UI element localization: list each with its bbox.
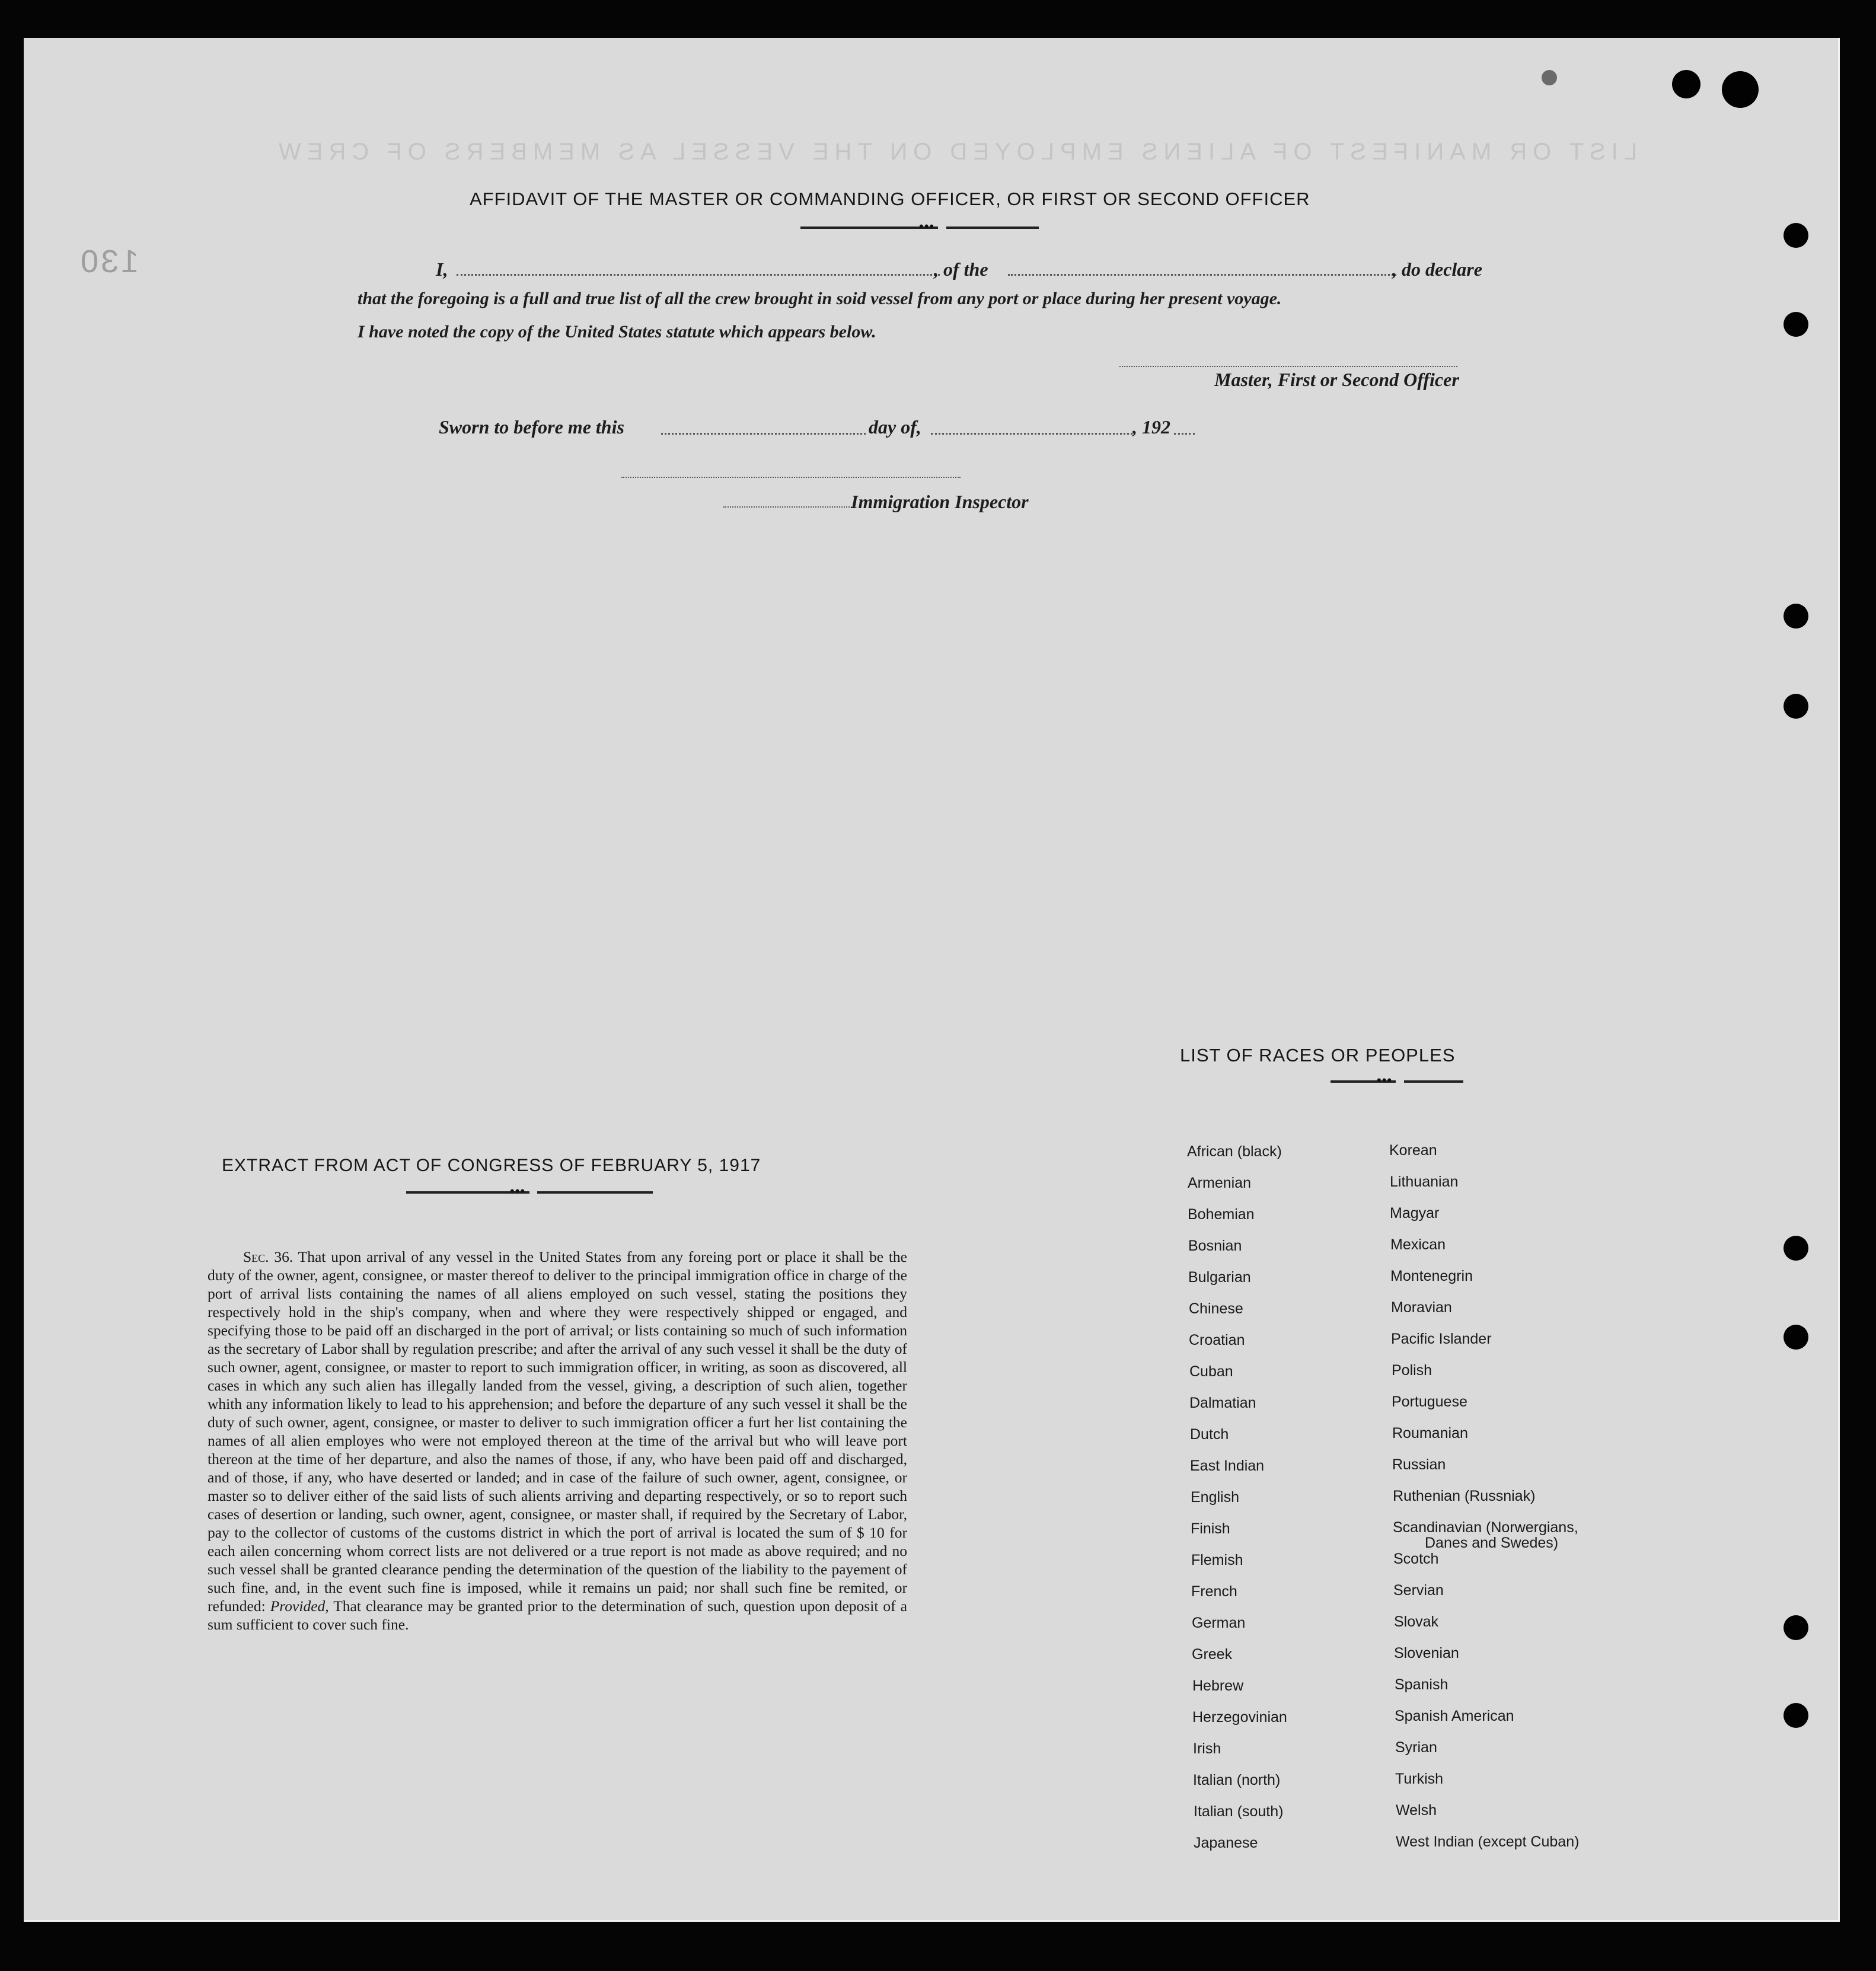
binder-hole xyxy=(1784,694,1808,719)
race-item: Scandinavian (Norwergians, xyxy=(1393,1519,1578,1536)
race-item: Russian xyxy=(1392,1456,1446,1473)
affidavit-title-rule-right xyxy=(946,227,1039,229)
race-item: East Indian xyxy=(1190,1457,1265,1474)
race-item: Spanish American xyxy=(1395,1708,1514,1724)
affidavit-title: AFFIDAVIT OF THE MASTER OR COMMANDING OFFICER, OR FIRST OR SECOND OFFICER xyxy=(470,189,1310,209)
extract-title: EXTRACT FROM ACT OF CONGRESS OF FEBRUARY 5, 1917 xyxy=(222,1156,761,1175)
race-item: Italian (north) xyxy=(1193,1772,1281,1788)
race-item: French xyxy=(1191,1583,1237,1600)
statute-text xyxy=(208,1248,907,1634)
sworn-day-of: day of, xyxy=(869,416,921,438)
affidavit-line2: that the foregoing is a full and true list of all the crew brought in soid vessel from any port or place during her present voyage. xyxy=(358,289,1282,308)
race-item: Slovak xyxy=(1394,1613,1439,1630)
race-item: African (black) xyxy=(1187,1143,1282,1160)
binder-hole xyxy=(1784,1703,1808,1728)
race-item: Flemish xyxy=(1191,1552,1243,1568)
races-title: LIST OF RACES OR PEOPLES xyxy=(1180,1045,1456,1066)
race-item: Dalmatian xyxy=(1189,1395,1256,1411)
binder-hole xyxy=(1784,223,1808,248)
extract-title-rule-dots: ••• xyxy=(510,1184,526,1198)
race-item: Lithuanian xyxy=(1390,1173,1459,1190)
race-item: German xyxy=(1192,1615,1246,1631)
manifest-page xyxy=(24,38,1840,1922)
race-item: Korean xyxy=(1389,1142,1437,1159)
race-item: Welsh xyxy=(1396,1802,1437,1819)
race-item: Croatian xyxy=(1189,1332,1245,1348)
statute-section-number: Sec. 36. xyxy=(243,1248,293,1265)
race-item: Montenegrin xyxy=(1390,1268,1473,1284)
officer-signature-field[interactable] xyxy=(1119,366,1457,367)
binder-hole xyxy=(1784,312,1808,337)
races-title-rule-dots: ••• xyxy=(1377,1073,1393,1087)
race-item: Scotch xyxy=(1393,1551,1439,1567)
faint-header-text: LIST OR MANIFEST OF ALIENS EMPLOYED ON THE VESSEL AS MEMBERS OF CREW xyxy=(273,139,1638,165)
race-item: Armenian xyxy=(1188,1175,1251,1191)
paper-damage-mark xyxy=(1722,71,1759,108)
inspector-name-field[interactable] xyxy=(723,506,854,508)
sworn-month-field[interactable] xyxy=(931,433,1132,435)
race-item: Hebrew xyxy=(1192,1677,1244,1694)
affidavit-of-the: , of the xyxy=(934,259,988,280)
affidavit-do-declare: , do declare xyxy=(1392,259,1482,280)
race-item: Danes and Swedes) xyxy=(1425,1535,1559,1551)
race-item: Japanese xyxy=(1194,1835,1258,1851)
race-item: Spanish xyxy=(1395,1676,1449,1693)
race-item: West Indian (except Cuban) xyxy=(1396,1833,1580,1850)
statute-proviso-rest: That clearance may be granted prior to the determination of such, question upon deposit of a sum sufficient to cover such fine. xyxy=(208,1597,907,1633)
inspector-signature-line[interactable] xyxy=(621,477,961,478)
sworn-year: , 192 xyxy=(1132,416,1170,438)
race-item: Moravian xyxy=(1391,1299,1452,1316)
master-name-field[interactable] xyxy=(457,274,940,276)
race-item: Slovenian xyxy=(1394,1645,1459,1661)
affidavit-title-rule-dots: ••• xyxy=(919,219,935,234)
affidavit-i: I, xyxy=(436,259,448,280)
binder-hole xyxy=(1784,604,1808,629)
affidavit-line3: I have noted the copy of the United States statute which appears below. xyxy=(358,322,876,342)
sworn-day-field[interactable] xyxy=(661,433,866,435)
race-item: Pacific Islander xyxy=(1391,1331,1492,1347)
extract-title-rule-right xyxy=(537,1191,653,1194)
binder-hole xyxy=(1784,1615,1808,1640)
race-item: Portuguese xyxy=(1392,1393,1467,1410)
affidavit-title-rule-left xyxy=(800,227,938,229)
race-item: Chinese xyxy=(1189,1300,1243,1317)
race-item: Magyar xyxy=(1390,1205,1440,1221)
race-item: Greek xyxy=(1192,1646,1233,1663)
binder-hole xyxy=(1784,1236,1808,1261)
page-stamp-number: 130 xyxy=(78,244,139,279)
statute-body: That upon arrival of any vessel in the United States from any foreing port or place it shall be the duty of the owner, agent, consignee, or master thereof to deliver to the principal immigration office in charge of the port of arrival lists containing the names of all aliens employed on such vessel, stating the positions they respectively hold in the ship's company, when and where they were respectively shipped or engaged, and specifying those to be paid off an discharged in the port of arrival; or lists containing so much of such information as the secretary of Labor shall by regulation prescribe; and after the arrival of any such vessel it shall be the duty of such owner, agent, consignee, or master to report to such immigration officer, in writing, as soon as discovered, all cases in which any such alien has illegally landed from the vessel, giving, a description of such alien, together whith any information likely to lead to his apprehension; and before the departure of any such vessel it shall be the duty of such owner, agent, consignee, or master to deliver to such immigration officer a furt her list containing the names of all alien employes who were not employed thereon at the time of the arrival but who will leave port thereon at the time of her departure, and also the names of those, if any, who have been paid off and discharged, and of those, if any, who have deserted or landed; and in case of the failure of such owner, agent, consignee, or master so to deliver either of the said lists of such alients arriving and departing respectively, or so to report such cases of desertion or landing, such owner, agent, consignee, or master shall, if required by the Secretary of Labor, pay to the collector of customs of the customs district in which the port of arrival is located the sum of $ 10 for each ailen concerning whom correct lists are not delivered or a true report is not made as above required; and no such vessel shall be granted clearance pending the determination of the question of the liability to the payement of such fine, and, in the event such fine is imposed, while it remains un paid; nor shall such fine be remited, or refunded: xyxy=(208,1248,907,1615)
sworn-prefix: Sworn to before me this xyxy=(439,416,624,438)
officer-signature-label: Master, First or Second Officer xyxy=(1214,369,1459,390)
race-item: Finish xyxy=(1191,1520,1230,1537)
statute-proviso-word: Provided, xyxy=(270,1597,329,1615)
paper-damage-mark xyxy=(1672,70,1700,98)
race-item: English xyxy=(1191,1489,1239,1506)
race-item: Bosnian xyxy=(1188,1238,1242,1254)
paper-damage-mark xyxy=(1542,70,1557,85)
race-item: Turkish xyxy=(1395,1771,1444,1787)
race-item: Irish xyxy=(1193,1740,1221,1757)
race-item: Syrian xyxy=(1395,1739,1437,1756)
race-item: Mexican xyxy=(1390,1236,1446,1253)
race-item: Roumanian xyxy=(1392,1425,1468,1441)
race-item: Ruthenian (Russniak) xyxy=(1393,1488,1536,1504)
sworn-year-field[interactable] xyxy=(1174,433,1195,435)
binder-hole xyxy=(1784,1325,1808,1350)
races-title-rule-right xyxy=(1404,1080,1463,1083)
inspector-label: Immigration Inspector xyxy=(851,491,1029,512)
vessel-name-field[interactable] xyxy=(1008,274,1396,276)
race-item: Italian (south) xyxy=(1194,1803,1284,1820)
race-item: Polish xyxy=(1392,1362,1432,1379)
race-item: Bohemian xyxy=(1188,1206,1255,1223)
race-item: Dutch xyxy=(1190,1426,1229,1443)
race-item: Herzegovinian xyxy=(1192,1709,1287,1726)
race-item: Cuban xyxy=(1189,1363,1233,1380)
race-item: Bulgarian xyxy=(1188,1269,1251,1286)
race-item: Servian xyxy=(1393,1582,1444,1599)
